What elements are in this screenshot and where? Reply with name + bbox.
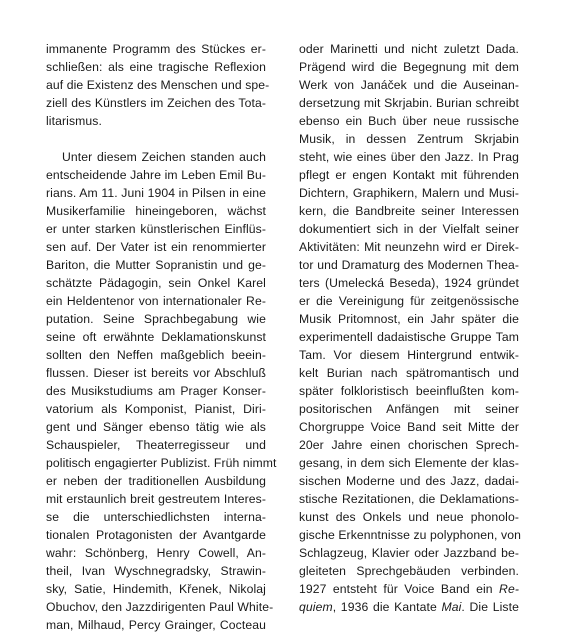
text-line: politisch engagierter Publizist. Früh nimmt [46,456,277,470]
text-line-with-italic [299,598,519,616]
text-line: schließen: als eine tragische Reflexion [46,60,266,74]
text-line: dersetzung mit Skrjabin. Burian schreibt [299,96,519,110]
text-line: man, Milhaud, Percy Grainger, Cocteau [46,618,266,632]
text-line: theil, Ivan Wyschnegradsky, Strawin- [46,564,266,578]
text-line: Schlagzeug, Klavier oder Jazzband be- [299,546,519,560]
text-line: Obuchov, den Jazzdirigenten Paul White- [46,600,274,614]
text-line: dokumentiert sich in der Vielfalt seiner [299,222,519,236]
text-line: ziell des Künstlers im Zeichen des Tota- [46,96,266,110]
right-column [299,40,519,616]
text-line: sky, Satie, Hindemith, Křenek, Nikolaj [46,582,266,596]
text-line: Prägend wird die Begegnung mit dem [299,60,519,74]
text-line: Unter diesem Zeichen standen auch [62,150,266,164]
text-line: Chorgruppe Voice Band seit Mitte der [299,420,519,434]
text-line: se die unterschiedlichsten interna- [46,510,266,524]
text-line: auf die Existenz des Menschen und spe- [46,78,270,92]
text-line: tionalen Protagonisten der Avantgarde [46,528,266,542]
text-line: oder Marinetti und nicht zuletzt Dada. [299,42,519,56]
text-line: rians. Am 11. Juni 1904 in Pilsen in eine [46,186,266,200]
text-line: tor und Dramaturg des Modernen Thea- [299,258,519,272]
text-line: stische Rezitationen, die Deklamations- [299,492,519,506]
text-line: immanente Programm des Stückes er- [46,42,266,56]
text-line: schätzte Pädagogin, sein Onkel Karel [46,276,266,290]
text-line: ebenso ein Buch über neue russische [299,114,519,128]
text-line: sischen Moderne und des Jazz, dadai- [299,474,519,488]
text-line: Aktivitäten: Mit neunzehn wird er Direk- [299,240,519,254]
text-line: steht, wie eines über den Jazz. In Prag [299,150,519,164]
text-line: sollten den Neffen maßgeblich beein- [46,348,266,362]
text-line: mit erstaunlich breit gestreutem Interes- [46,492,266,506]
text-line: vatorium als Komponist, Pianist, Diri- [46,402,266,416]
text-line: kern, die Bandbreite seiner Interessen [299,204,519,218]
text-line: experimentell dadaistische Gruppe Tam [299,330,519,344]
text-line: gische Erkenntnisse zu polyphonen, von [299,528,521,542]
text-line: wahr: Schönberg, Henry Cowell, An- [46,546,266,560]
text-line: er neben der traditionellen Ausbildung [46,474,266,488]
text-line: putation. Seine Sprachbegabung wie [46,312,266,326]
text-line: Dichtern, Graphikern, Malern und Musi- [299,186,519,200]
text-line: er unter starken künstlerischen Einflüs- [46,222,266,236]
text-line: Musik, in dessen Zentrum Skrjabin [299,132,519,146]
text-line: gent und Sänger ebenso tätig wie als [46,420,266,434]
text-line: 20er Jahre einen chorischen Sprech- [299,438,519,452]
text-line: positorischen Anfängen mit seiner [299,402,519,416]
text-line: pflegt er engen Kontakt mit führenden [299,168,519,182]
text-line: Werk von Janáček und die Auseinan- [299,78,519,92]
text-line: Musikerfamilie hineingeboren, wächst [46,204,266,218]
text-line: ein Heldentenor von internationaler Re- [46,294,266,308]
text-line: des Musikstudiums am Prager Konser- [46,384,266,398]
paragraph-gap [46,130,266,148]
text-line: er die Vereinigung für zeitgenössische [299,294,519,308]
text-line: später folkloristisch beeinflußten kom- [299,384,519,398]
text-line: litarismus. [46,114,102,128]
text-line: ters (Umelecká Beseda), 1924 gründet [299,276,519,290]
text-line-with-italic [299,580,519,598]
text-line: sen auf. Der Vater ist ein renommierter [46,240,266,254]
text-line: entscheidende Jahre im Leben Emil Bu- [46,168,266,182]
text-segment: 1927 entsteht für Voice Band ein [299,582,493,596]
text-line: seine oft erwähnte Deklamationskunst [46,330,266,344]
italic-segment: Mai [441,600,462,614]
text-line: gleiteten Sprechgebäuden verbinden. [299,564,519,578]
italic-segment: Re- [499,582,519,596]
text-line: Musik Pritomnost, ein Jahr später die [299,312,519,326]
text-segment: , 1936 die Kantate [332,600,437,614]
text-line: Schauspieler, Theaterregisseur und [46,438,266,452]
text-line: Bariton, die Mutter Sopranistin und ge- [46,258,266,272]
left-column [46,40,277,634]
text-line: Tam. Vor diesem Hintergrund entwik- [299,348,519,362]
text-line: flussen. Dieser ist bereits vor Abschluß [46,366,266,380]
italic-segment: quiem [299,600,333,614]
text-line: kunst des Onkels und neue phonolo- [299,510,519,524]
text-line: kelt Burian nach spätromantisch und [299,366,519,380]
text-line: gesang, in dem sich Elemente der klas- [299,456,519,470]
text-segment: . Die Liste [461,600,519,614]
